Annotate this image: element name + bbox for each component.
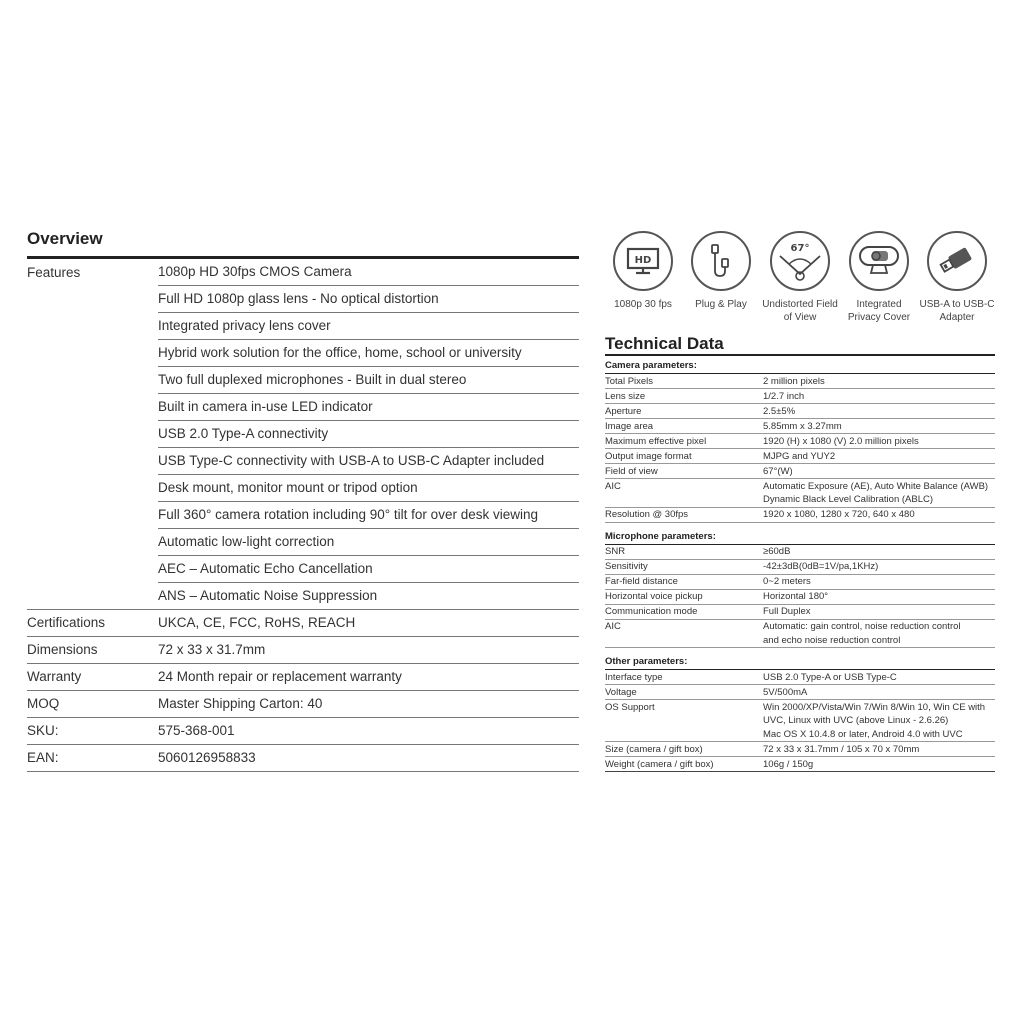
feature-icons-row — [603, 231, 995, 331]
spec-row — [605, 700, 995, 742]
overview-row-value: UKCA, CE, FCC, RoHS, REACH — [158, 615, 356, 630]
spec-value-line: 106g / 150g — [763, 758, 814, 770]
spec-value-line: 67°(W) — [763, 465, 793, 477]
feature-item: Built in camera in-use LED indicator — [158, 394, 579, 421]
spec-row — [605, 508, 995, 523]
technical-sections — [605, 356, 995, 772]
spec-key: Far-field distance — [605, 576, 678, 587]
spec-row — [605, 757, 995, 772]
spec-value — [763, 508, 995, 522]
overview-row-label: Warranty — [27, 669, 82, 684]
overview-row — [27, 610, 579, 637]
icon-item-fov — [760, 231, 840, 324]
icon-caption: 1080p 30 fps — [614, 299, 672, 310]
feature-item: Full HD 1080p glass lens - No optical distortion — [158, 286, 579, 313]
spec-value-line: Automatic Exposure (AE), Auto White Balance (AWB) — [763, 480, 989, 492]
overview-row-label: Dimensions — [27, 642, 98, 657]
spec-key: Voltage — [605, 686, 637, 698]
spec-key: Total Pixels — [605, 375, 654, 387]
overview-row-label: MOQ — [27, 696, 60, 711]
spec-key: SNR — [605, 546, 626, 557]
spec-key: Communication mode — [605, 606, 698, 617]
spec-value-line: USB 2.0 Type-A or USB Type-C — [763, 671, 897, 683]
spec-value — [763, 419, 995, 433]
spec-value — [763, 742, 995, 756]
spec-value-line: and echo noise reduction control — [763, 634, 901, 646]
spec-value-line: 1920 (H) x 1080 (V) 2.0 million pixels — [763, 435, 919, 447]
spec-value-line: 0~2 meters — [763, 576, 811, 587]
spec-key: Output image format — [605, 450, 692, 462]
features-label: Features — [27, 265, 81, 280]
icon-item-hd — [603, 231, 683, 311]
overview-row-value: 72 x 33 x 31.7mm — [158, 642, 266, 657]
spec-row — [605, 419, 995, 434]
feature-item: ANS – Automatic Noise Suppression — [158, 588, 378, 603]
spec-row — [605, 389, 995, 404]
icon-item-adapter — [917, 231, 997, 324]
spec-value — [763, 575, 995, 589]
spec-row — [605, 545, 995, 560]
overview-row-label: SKU: — [27, 723, 59, 738]
spec-key: Interface type — [605, 671, 663, 683]
spec-value — [763, 757, 995, 771]
features-list — [158, 259, 579, 609]
overview-row-value: 575-368-001 — [158, 723, 235, 738]
icon-caption: Undistorted Field of View — [762, 299, 838, 323]
overview-row-label: EAN: — [27, 750, 59, 765]
spec-value — [763, 479, 995, 507]
section-heading: Camera parameters: — [605, 356, 995, 374]
icon-caption: Plug & Play — [695, 299, 747, 310]
spec-value-line: 1/2.7 inch — [763, 390, 805, 402]
usb-cable-icon — [691, 231, 751, 291]
overview-row-value: 24 Month repair or replacement warranty — [158, 669, 402, 684]
overview-row — [27, 637, 579, 664]
overview-row-value: 5060126958833 — [158, 750, 256, 765]
spec-value — [763, 685, 995, 699]
spec-row — [605, 404, 995, 419]
feature-item: Full 360° camera rotation including 90° tilt for over desk viewing — [158, 502, 579, 529]
section-heading: Other parameters: — [605, 652, 995, 670]
overview-rows — [27, 610, 579, 772]
icon-caption: USB-A to USB-C Adapter — [919, 299, 995, 323]
spec-value-line: Dynamic Black Level Calibration (ABLC) — [763, 494, 934, 505]
spec-row — [605, 575, 995, 590]
spec-value — [763, 560, 995, 574]
fov-glyph: 67° — [790, 243, 810, 254]
spec-key: Resolution @ 30fps — [605, 509, 689, 520]
spec-key: AIC — [605, 621, 621, 632]
spec-value — [763, 620, 995, 648]
feature-item: 1080p HD 30fps CMOS Camera — [158, 259, 579, 286]
feature-item: Two full duplexed microphones - Built in dual stereo — [158, 367, 579, 394]
feature-item: USB 2.0 Type-A connectivity — [158, 421, 579, 448]
spec-key: Lens size — [605, 390, 646, 402]
hd-screen-icon — [613, 231, 673, 291]
spec-value-line: 72 x 33 x 31.7mm / 105 x 70 x 70mm — [763, 743, 920, 755]
icon-item-privacy — [839, 231, 919, 324]
spec-row — [605, 670, 995, 685]
overview-row — [27, 745, 579, 772]
spec-value — [763, 590, 995, 604]
overview-row — [27, 664, 579, 691]
spec-key: Aperture — [605, 405, 642, 417]
overview-row-label: Certifications — [27, 615, 106, 630]
spec-key: Horizontal voice pickup — [605, 591, 703, 602]
spec-value-line: Win 2000/XP/Vista/Win 7/Win 8/Win 10, Win CE with — [763, 701, 986, 713]
spec-key: Weight (camera / gift box) — [605, 758, 714, 770]
spec-value-line: 2 million pixels — [763, 375, 825, 387]
overview-table — [27, 228, 579, 772]
spec-row — [605, 479, 995, 508]
spec-key: Maximum effective pixel — [605, 435, 707, 447]
spec-key: Field of view — [605, 465, 658, 477]
spec-value — [763, 545, 995, 559]
spec-value — [763, 700, 995, 741]
feature-item: Hybrid work solution for the office, home, school or university — [158, 340, 579, 367]
technical-data-title: Technical Data — [605, 334, 995, 356]
features-group — [27, 259, 579, 610]
spec-row — [605, 590, 995, 605]
spec-row — [605, 742, 995, 757]
spec-key: OS Support — [605, 701, 655, 713]
spec-key: Image area — [605, 420, 654, 432]
feature-item: AEC – Automatic Echo Cancellation — [158, 556, 579, 583]
usb-adapter-icon — [927, 231, 987, 291]
spec-value-line: 1920 x 1080, 1280 x 720, 640 x 480 — [763, 509, 915, 520]
spec-value — [763, 434, 995, 448]
spec-value-line: Automatic: gain control, noise reduction control — [763, 621, 961, 632]
privacy-cover-webcam-icon — [849, 231, 909, 291]
spec-value-line: ≥60dB — [763, 546, 791, 557]
spec-value — [763, 404, 995, 418]
spec-value — [763, 464, 995, 478]
hd-glyph: HD — [634, 255, 652, 266]
feature-item: Automatic low-light correction — [158, 529, 579, 556]
spec-row — [605, 620, 995, 649]
feature-item: Desk mount, monitor mount or tripod option — [158, 475, 579, 502]
spec-value-line: 5V/500mA — [763, 686, 808, 698]
feature-item: Integrated privacy lens cover — [158, 313, 579, 340]
spec-value-line: MJPG and YUY2 — [763, 450, 836, 462]
spec-value — [763, 670, 995, 684]
spec-value — [763, 374, 995, 388]
spec-value — [763, 389, 995, 403]
spec-value — [763, 449, 995, 463]
overview-row — [27, 718, 579, 745]
section-heading: Microphone parameters: — [605, 527, 995, 545]
spec-row — [605, 449, 995, 464]
spec-row — [605, 605, 995, 620]
spec-value — [763, 605, 995, 619]
spec-value-line: 2.5±5% — [763, 405, 796, 417]
spec-row — [605, 464, 995, 479]
spec-row — [605, 560, 995, 575]
overview-row-value: Master Shipping Carton: 40 — [158, 696, 323, 711]
spec-value-line: UVC, Linux with UVC (above Linux - 2.6.26) — [763, 715, 949, 726]
spec-row — [605, 374, 995, 389]
technical-data-table — [605, 334, 995, 772]
icon-caption: Integrated Privacy Cover — [847, 299, 911, 323]
overview-title: Overview — [27, 228, 579, 259]
spec-row — [605, 434, 995, 449]
spec-value-line: 5.85mm x 3.27mm — [763, 420, 842, 432]
spec-key: Size (camera / gift box) — [605, 743, 703, 755]
spec-value-line: -42±3dB(0dB=1V/pa,1KHz) — [763, 561, 879, 572]
feature-item: USB Type-C connectivity with USB-A to USB-C Adapter included — [158, 448, 579, 475]
spec-value-line: Horizontal 180° — [763, 591, 829, 602]
spec-key: AIC — [605, 480, 621, 492]
spec-value-line: Full Duplex — [763, 606, 811, 617]
spec-key: Sensitivity — [605, 561, 648, 572]
field-of-view-icon — [770, 231, 830, 291]
icon-item-plug-play — [681, 231, 761, 311]
spec-row — [605, 685, 995, 700]
spec-value-line: Mac OS X 10.4.8 or later, Android 4.0 with UVC — [763, 728, 963, 740]
overview-row — [27, 691, 579, 718]
